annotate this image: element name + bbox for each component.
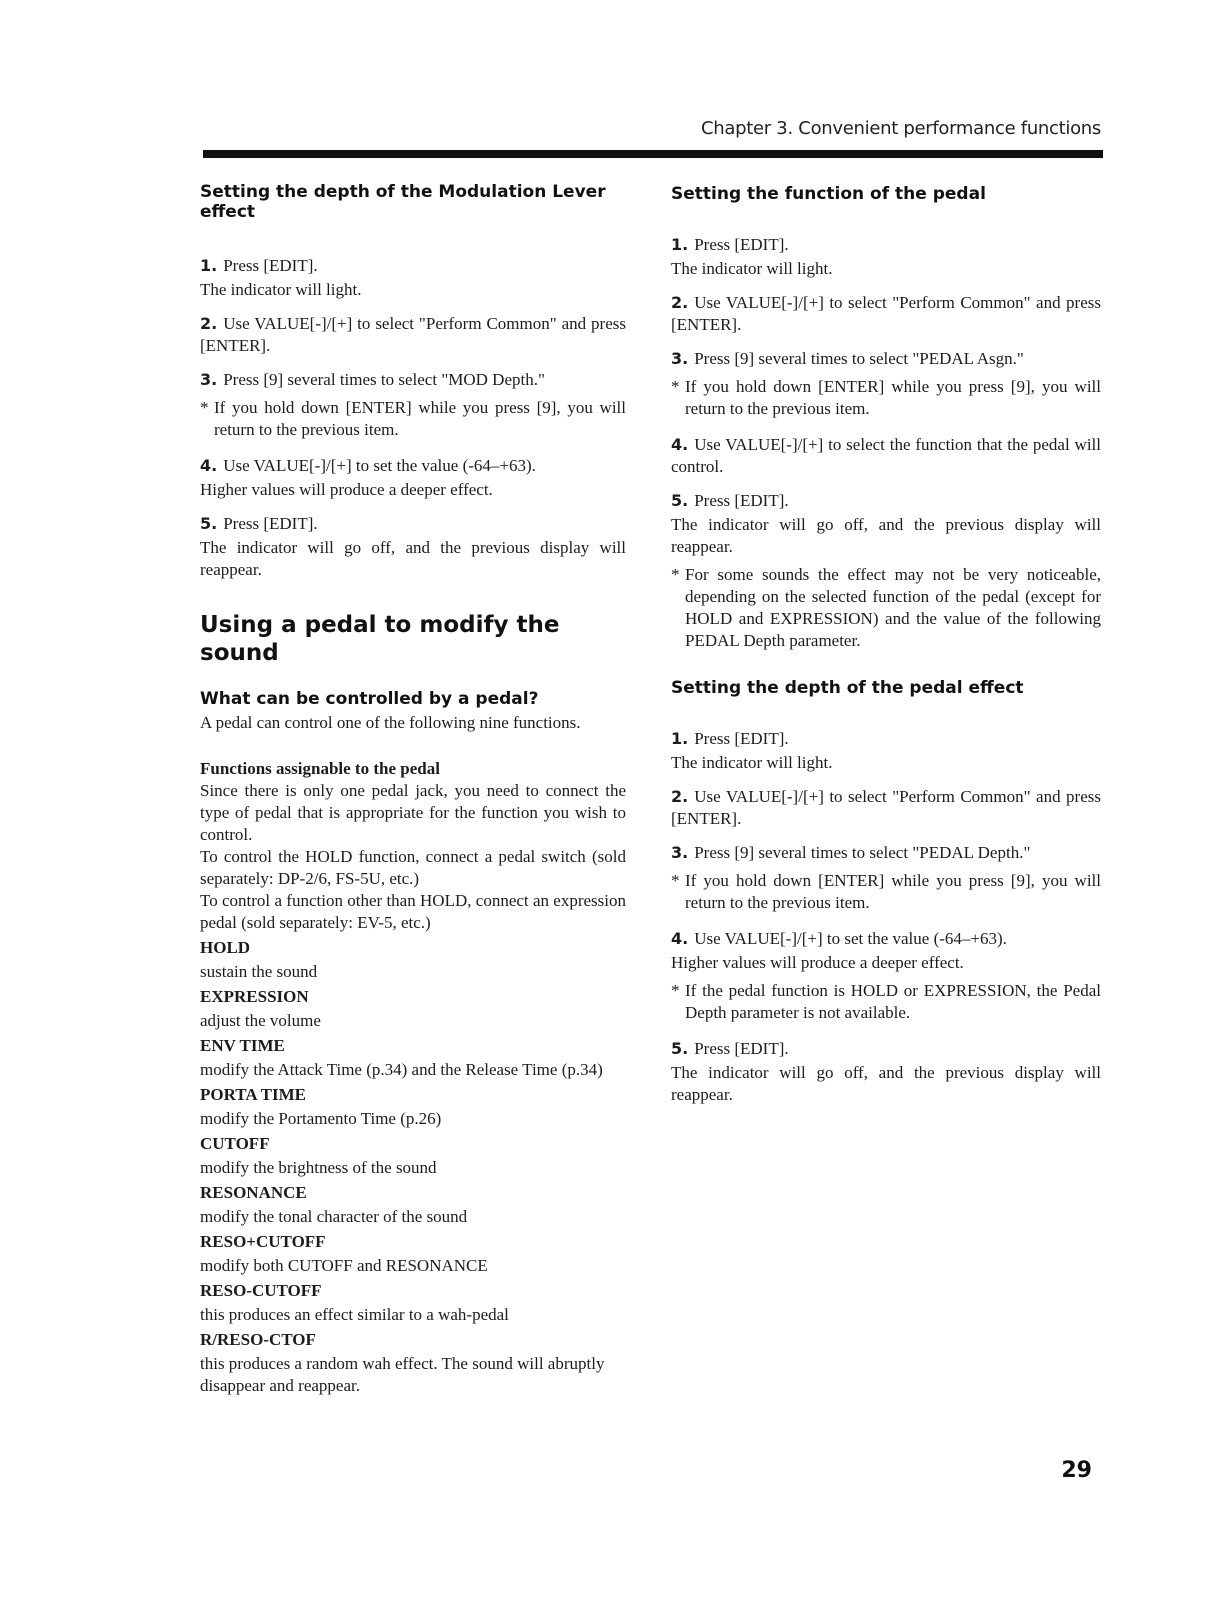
right-column <box>671 180 1101 1106</box>
func-step-5-result: The indicator will go off, and the previous display will reappear. <box>671 515 1101 556</box>
mod-step-5: 5. Press [EDIT]. <box>200 514 318 533</box>
function-desc: this produces an effect similar to a wah-pedal <box>200 1305 509 1324</box>
mod-step-5-result: The indicator will go off, and the previous display will reappear. <box>200 538 626 579</box>
what-controlled-heading: What can be controlled by a pedal? <box>200 689 539 709</box>
depth-step-4-result: Higher values will produce a deeper effect. <box>671 953 964 972</box>
mod-step-4-result: Higher values will produce a deeper effect. <box>200 480 493 499</box>
mod-depth-heading: Setting the depth of the Modulation Lever effect <box>200 182 606 222</box>
depth-step-1-result: The indicator will light. <box>671 753 833 772</box>
depth-step-4: 4. Use VALUE[-]/[+] to set the value (-64–+63). <box>671 929 1007 948</box>
function-desc: this produces a random wah effect. The sound will abruptly disappear and reappear. <box>200 1354 605 1395</box>
function-list <box>200 937 626 1397</box>
func-step-1-result: The indicator will light. <box>671 259 833 278</box>
mod-step-4: 4. Use VALUE[-]/[+] to set the value (-64–+63). <box>200 456 536 475</box>
functions-assignable-text-3: To control a function other than HOLD, connect an expression pedal (sold separately: EV-5, etc.) <box>200 891 626 932</box>
depth-step-1: 1. Press [EDIT]. <box>671 729 789 748</box>
mod-step-1: 1. Press [EDIT]. <box>200 256 318 275</box>
functions-assignable-text-1: Since there is only one pedal jack, you need to connect the type of pedal that is appropriate for the function you wish to control. <box>200 781 626 844</box>
function-name: EXPRESSION <box>200 987 309 1006</box>
functions-assignable-heading: Functions assignable to the pedal <box>200 759 440 778</box>
mod-note-1: * If you hold down [ENTER] while you press [9], you will return to the previous item. <box>200 398 626 439</box>
func-step-5: 5. Press [EDIT]. <box>671 491 789 510</box>
chapter-header: Chapter 3. Convenient performance functions <box>701 118 1101 139</box>
function-name: R/RESO-CTOF <box>200 1330 316 1349</box>
function-name: PORTA TIME <box>200 1085 306 1104</box>
function-name: CUTOFF <box>200 1134 270 1153</box>
function-desc: modify the brightness of the sound <box>200 1158 437 1177</box>
pedal-depth-heading: Setting the depth of the pedal effect <box>671 678 1024 698</box>
function-desc: adjust the volume <box>200 1011 321 1030</box>
function-name: RESO+CUTOFF <box>200 1232 326 1251</box>
function-name: ENV TIME <box>200 1036 285 1055</box>
func-step-2: 2. Use VALUE[-]/[+] to select "Perform Common" and press [ENTER]. <box>671 293 1101 334</box>
function-name: HOLD <box>200 938 251 957</box>
functions-assignable-text-2: To control the HOLD function, connect a pedal switch (sold separately: DP-2/6, FS-5U, etc.) <box>200 847 626 888</box>
func-note-2: * For some sounds the effect may not be very noticeable, depending on the selected function of the pedal (except for HOLD and EXPRESSION) and the value of the following PEDAL Depth parameter. <box>671 565 1101 650</box>
function-desc: modify the Attack Time (p.34) and the Release Time (p.34) <box>200 1060 603 1079</box>
pedal-section-title: Using a pedal to modify the sound <box>200 612 560 666</box>
depth-step-2: 2. Use VALUE[-]/[+] to select "Perform Common" and press [ENTER]. <box>671 787 1101 828</box>
function-desc: modify the tonal character of the sound <box>200 1207 468 1226</box>
func-note-1: * If you hold down [ENTER] while you press [9], you will return to the previous item. <box>671 377 1101 418</box>
depth-step-5-result: The indicator will go off, and the previous display will reappear. <box>671 1063 1101 1104</box>
function-name: RESO-CUTOFF <box>200 1281 322 1300</box>
func-step-3: 3. Press [9] several times to select "PEDAL Asgn." <box>671 349 1024 368</box>
func-step-1: 1. Press [EDIT]. <box>671 235 789 254</box>
header-rule <box>203 150 1103 158</box>
function-desc: sustain the sound <box>200 962 318 981</box>
mod-step-1-result: The indicator will light. <box>200 280 362 299</box>
mod-step-3: 3. Press [9] several times to select "MOD Depth." <box>200 370 545 389</box>
depth-note-1: * If you hold down [ENTER] while you press [9], you will return to the previous item. <box>671 871 1101 912</box>
function-desc: modify both CUTOFF and RESONANCE <box>200 1256 488 1275</box>
depth-note-2: * If the pedal function is HOLD or EXPRESSION, the Pedal Depth parameter is not available. <box>671 981 1101 1022</box>
function-desc: modify the Portamento Time (p.26) <box>200 1109 442 1128</box>
page-number: 29 <box>1061 1458 1092 1483</box>
left-column <box>200 180 626 1397</box>
function-name: RESONANCE <box>200 1183 307 1202</box>
pedal-function-heading: Setting the function of the pedal <box>671 184 986 204</box>
depth-step-5: 5. Press [EDIT]. <box>671 1039 789 1058</box>
func-step-4: 4. Use VALUE[-]/[+] to select the function that the pedal will control. <box>671 435 1101 476</box>
mod-step-2: 2. Use VALUE[-]/[+] to select "Perform Common" and press [ENTER]. <box>200 314 626 355</box>
depth-step-3: 3. Press [9] several times to select "PEDAL Depth." <box>671 843 1031 862</box>
what-controlled-text: A pedal can control one of the following nine functions. <box>200 713 581 732</box>
